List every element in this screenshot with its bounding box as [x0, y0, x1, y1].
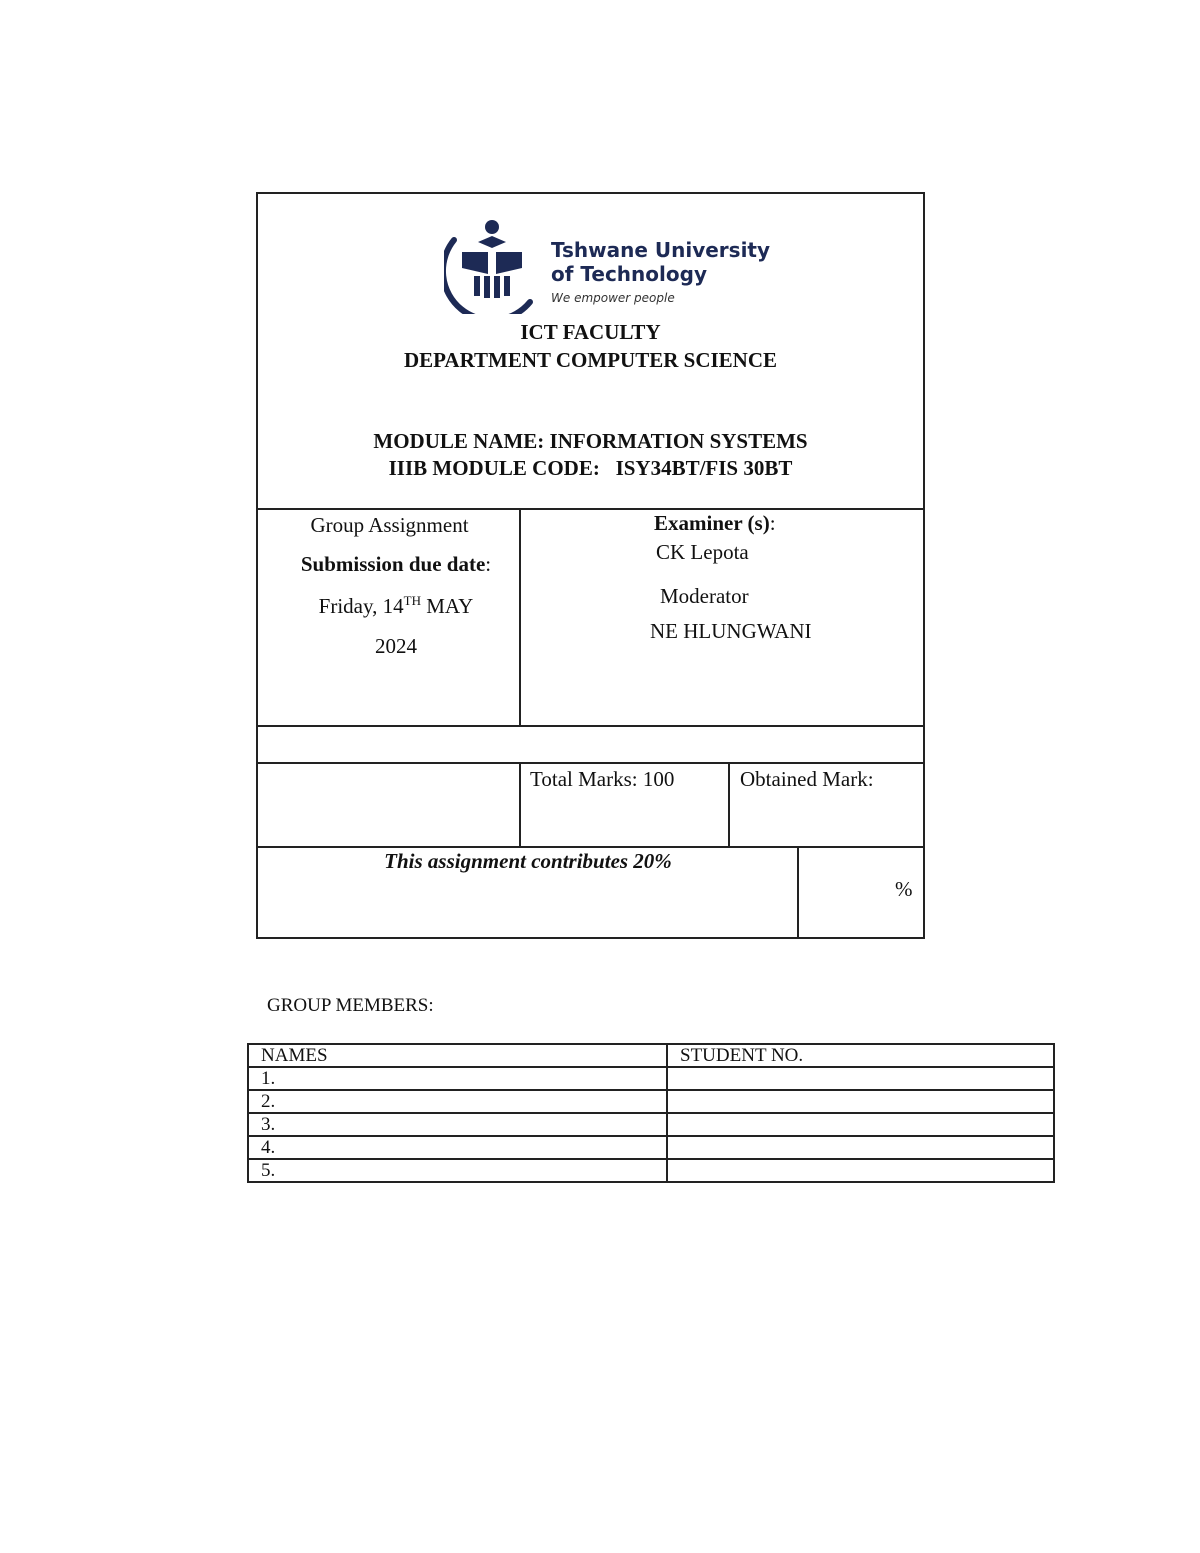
logo-name-line1: Tshwane University [551, 238, 771, 262]
faculty-title: ICT FACULTY [520, 320, 661, 344]
module-name: MODULE NAME: INFORMATION SYSTEMS [373, 429, 808, 453]
table-row [248, 1090, 1054, 1113]
percent-symbol: % [895, 877, 913, 901]
table-header-row [248, 1044, 1054, 1067]
student-no-cell[interactable] [667, 1136, 1054, 1159]
university-emblem-icon [444, 218, 548, 314]
submission-due-label [258, 552, 534, 577]
table-row [248, 1136, 1054, 1159]
assignment-type: Group Assignment [310, 513, 469, 537]
student-no-cell[interactable] [667, 1067, 1054, 1090]
student-no-cell[interactable] [667, 1090, 1054, 1113]
logo-name-line2: of Technology [551, 262, 707, 286]
group-members-table [247, 1043, 1055, 1183]
divider-details [256, 725, 925, 727]
student-no-cell[interactable] [667, 1113, 1054, 1136]
table-row [248, 1113, 1054, 1136]
examiner-label-colon: : [769, 511, 776, 535]
student-no-column-header: STUDENT NO. [667, 1044, 1054, 1067]
university-logo [444, 218, 771, 314]
obtained-mark-label: Obtained Mark: [740, 767, 874, 791]
divider-blank-row [256, 762, 925, 764]
names-column-header: NAMES [248, 1044, 667, 1067]
member-name-cell[interactable]: 5. [248, 1159, 667, 1182]
due-day: Friday, 14 [318, 594, 404, 618]
moderator-name: NE HLUNGWANI [650, 619, 812, 643]
divider-marks-left [519, 762, 521, 848]
contribution-note: This assignment contributes 20% [384, 849, 672, 873]
department-title: DEPARTMENT COMPUTER SCIENCE [403, 348, 778, 372]
divider-header [256, 508, 925, 510]
table-row [248, 1159, 1054, 1182]
total-marks: Total Marks: 100 [530, 767, 675, 791]
member-name-cell[interactable]: 1. [248, 1067, 667, 1090]
divider-marks-right [728, 762, 730, 848]
submission-due-colon: : [485, 552, 492, 576]
table-row [248, 1067, 1054, 1090]
divider-marks [256, 846, 925, 848]
examiner-label [654, 511, 776, 536]
module-code: IIIB MODULE CODE: ISY34BT/FIS 30BT [388, 456, 793, 480]
moderator-label: Moderator [660, 584, 749, 608]
member-name-cell[interactable]: 3. [248, 1113, 667, 1136]
member-name-cell[interactable]: 2. [248, 1090, 667, 1113]
member-name-cell[interactable]: 4. [248, 1136, 667, 1159]
submission-due-label-text: Submission due date [300, 552, 486, 576]
due-day-suffix: TH [403, 593, 421, 608]
submission-due-year: 2024 [375, 634, 417, 658]
examiner-label-text: Examiner (s) [654, 511, 770, 535]
logo-tagline: We empower people [551, 291, 675, 305]
due-month: MAY [420, 594, 474, 618]
group-members-heading: GROUP MEMBERS: [267, 995, 434, 1016]
student-no-cell[interactable] [667, 1159, 1054, 1182]
examiner-name: CK Lepota [656, 540, 749, 564]
submission-due-date [258, 593, 534, 619]
